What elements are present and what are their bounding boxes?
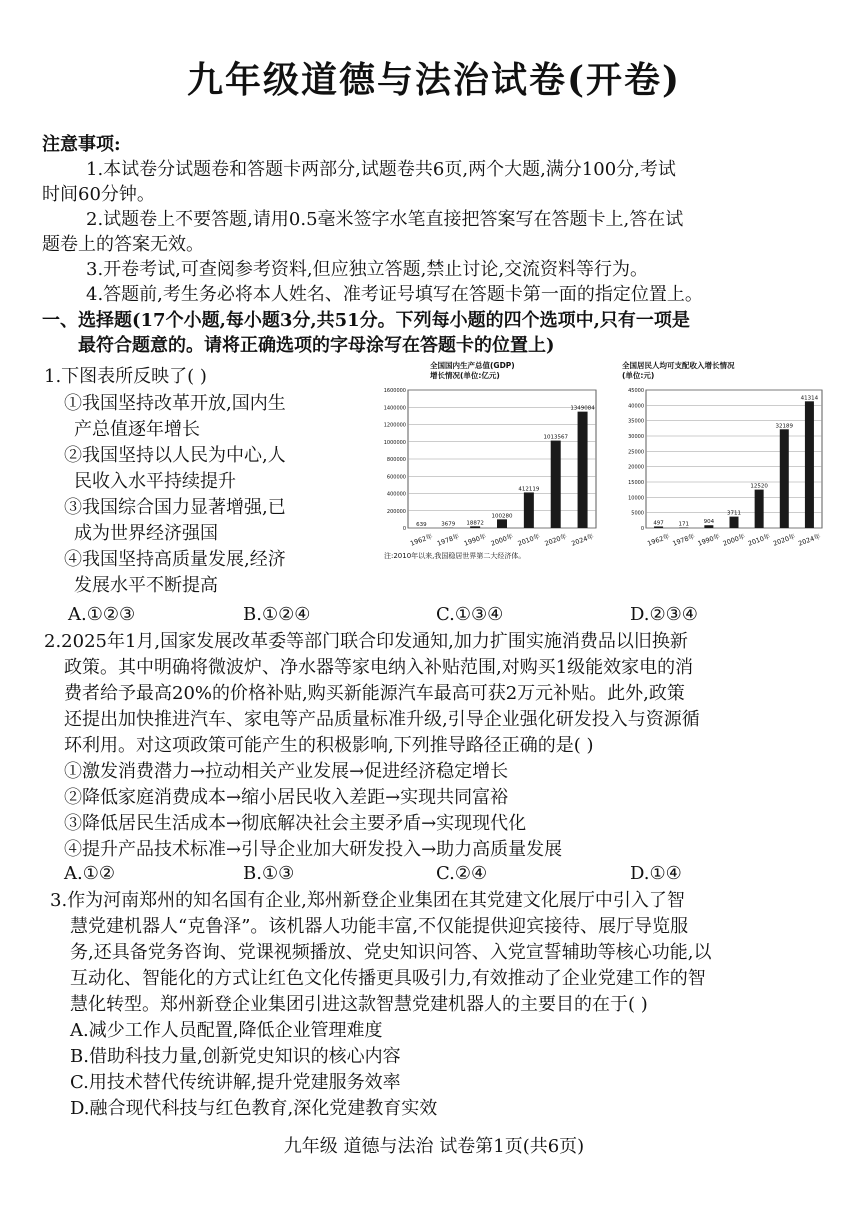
y-tick-label: 25000 [628,449,644,456]
q2-choice: C.②④ [436,863,488,884]
y-tick-label: 800000 [386,457,406,463]
bar [805,401,814,528]
bar-value-label: 3711 [727,510,741,517]
bar [578,412,588,528]
q2-line: 政策。其中明确将微波炉、净水器等家电纳入补贴范围,对购买1级能效家电的消 [64,657,694,678]
y-tick-label: 30000 [628,434,644,440]
q2-line: 2.2025年1月,国家发展改革委等部门联合印发通知,加力扩围实施消费品以旧换新 [44,631,688,652]
notice-line: 2.试题卷上不要答题,请用0.5毫米签字水笔直接把答案写在答题卡上,答在试 [86,209,684,230]
bar [551,441,561,528]
q1-stem: 1.下图表所反映了( ) [44,366,207,387]
y-tick-label: 0 [640,526,644,532]
y-tick-label: 200000 [386,508,406,515]
x-tick-label: 2024年 [570,532,595,548]
section-heading-cont: 最符合题意的。请将正确选项的字母涂写在答题卡的位置上) [78,335,555,356]
q3-choice: D.融合现代科技与红色教育,深化党建教育实效 [70,1098,438,1119]
q2-choice: D.①④ [630,863,682,884]
x-tick-label: 2000年 [721,532,747,548]
bar [524,492,534,528]
q1-choice: B.①②④ [243,604,311,625]
y-tick-label: 0 [402,526,406,532]
bar-value-label: 12520 [750,483,768,490]
y-tick-label: 10000 [628,495,644,502]
y-tick-label: 1000000 [383,439,406,446]
x-tick-label: 2024年 [797,532,822,548]
bar [730,517,739,528]
x-tick-label: 1978年 [671,532,696,548]
q2-option: ③降低居民生活成本→彻底解决社会主要矛盾→实现现代化 [64,813,527,834]
x-tick-label: 1962年 [646,532,671,548]
q1-option: 民收入水平持续提升 [74,471,236,492]
q3-line: 互动化、智能化的方式让红色文化传播更具吸引力,有效推动了企业党建工作的智 [70,968,706,989]
q2-line: 环利用。对这项政策可能产生的积极影响,下列推导路径正确的是( ) [64,735,594,756]
bar [497,519,507,528]
bar [470,526,480,528]
plot-frame [646,390,822,528]
q1-option: ①我国坚持改革开放,国内生 [64,393,286,414]
q2-option: ①激发消费潜力→拉动相关产业发展→促进经济稳定增长 [64,761,509,782]
q3-line: 务,还具备党务咨询、党课视频播放、党史知识问答、入党宣誓辅助等核心功能,以 [70,942,712,963]
q1-choice: A.①②③ [68,604,136,625]
bar-value-label: 18872 [466,520,484,527]
chart-subtitle: (单位:元) [622,371,655,380]
q1-option: ②我国坚持以人民为中心,人 [64,445,286,466]
q3-line: 慧化转型。郑州新登企业集团引进这款智慧党建机器人的主要目的在于( ) [70,994,648,1015]
x-tick-label: 2020年 [543,532,568,548]
bar [780,429,789,528]
q1-option: ③我国综合国力显著增强,已 [64,497,286,518]
chart-title: 全国国内生产总值(GDP) [430,361,515,370]
x-tick-label: 2010年 [746,532,772,548]
q1-option: 发展水平不断提高 [74,575,218,596]
q3-choice: C.用技术替代传统讲解,提升党建服务效率 [70,1072,401,1093]
y-tick-label: 600000 [386,474,406,481]
income-chart [618,358,826,570]
y-tick-label: 1600000 [383,388,406,394]
q2-option: ④提升产品技术标准→引导企业加大研发投入→助力高质量发展 [64,839,563,860]
gdp-chart [370,358,602,570]
bar-value-label: 412119 [518,486,540,493]
q1-option: ④我国坚持高质量发展,经济 [64,549,286,570]
notice-heading: 注意事项: [42,134,121,155]
bar-value-label: 171 [678,521,689,528]
notice-line: 4.答题前,考生务必将本人姓名、准考证号填写在答题卡第一面的指定位置上。 [86,284,703,305]
q2-line: 费者给予最高20%的价格补贴,购买新能源汽车最高可获2万元补贴。此外,政策 [64,683,685,704]
notice-line: 3.开卷考试,可查阅参考资料,但应独立答题,禁止讨论,交流资料等行为。 [86,259,649,280]
notice-line: 时间60分钟。 [42,184,155,205]
q2-choice: B.①③ [243,863,295,884]
bar-value-label: 32189 [775,423,794,430]
q1-choice: C.①③④ [436,604,504,625]
y-tick-label: 45000 [628,388,644,394]
q1-option: 成为世界经济强国 [74,523,218,544]
chart-note: 注:2010年以来,我国稳居世界第二大经济体。 [384,552,526,560]
bar-value-label: 1349084 [570,405,595,412]
notice-line: 1.本试卷分试题卷和答题卡两部分,试题卷共6页,两个大题,满分100分,考试 [86,159,676,180]
page-footer: 九年级 道德与法治 试卷第1页(共6页) [283,1136,585,1157]
x-tick-label: 1978年 [436,532,461,548]
q2-choice: A.①② [64,863,115,884]
chart-subtitle: 增长情况(单位:亿元) [430,371,500,380]
y-tick-label: 5000 [631,510,644,517]
y-tick-label: 40000 [628,403,644,410]
bar [654,526,663,528]
section-heading: 一、选择题(17个小题,每小题3分,共51分。下列每小题的四个选项中,只有一项是 [42,310,690,331]
y-tick-label: 1200000 [383,422,406,429]
q3-line: 慧党建机器人“克鲁泽”。该机器人功能丰富,不仅能提供迎宾接待、展厅导览服 [70,916,689,937]
x-tick-label: 1990年 [462,532,488,548]
y-tick-label: 1400000 [383,405,406,412]
x-tick-label: 1962年 [409,532,434,548]
x-tick-label: 2000年 [489,532,515,548]
bar-value-label: 100280 [491,513,513,520]
bar-value-label: 1013567 [543,434,568,441]
y-tick-label: 15000 [628,480,644,486]
q3-choice: B.借助科技力量,创新党史知识的核心内容 [70,1046,401,1067]
y-tick-label: 20000 [628,464,644,471]
bar-value-label: 497 [653,520,664,527]
q2-option: ②降低家庭消费成本→缩小居民收入差距→实现共同富裕 [64,787,509,808]
y-tick-label: 35000 [628,418,644,425]
bar-value-label: 3679 [441,521,456,528]
page-title: 九年级道德与法治试卷(开卷) [186,59,682,101]
chart-title: 全国居民人均可支配收入增长情况 [622,361,735,370]
q3-choice: A.减少工作人员配置,降低企业管理难度 [70,1020,383,1041]
bar [704,525,713,528]
bar [679,527,688,528]
bar-value-label: 904 [703,519,715,526]
q2-line: 还提出加快推进汽车、家电等产品质量标准升级,引导企业强化研发投入与资源循 [64,709,700,730]
x-tick-label: 2010年 [516,532,542,548]
bar-value-label: 639 [416,521,427,528]
notice-line: 题卷上的答案无效。 [42,234,204,255]
x-tick-label: 2020年 [772,532,797,548]
bar-value-label: 41314 [800,395,819,402]
y-tick-label: 400000 [386,491,406,498]
q1-option: 产总值逐年增长 [74,419,200,440]
q3-line: 3.作为河南郑州的知名国有企业,郑州新登企业集团在其党建文化展厅中引入了智 [50,890,685,911]
x-tick-label: 1990年 [696,532,722,548]
bar [755,490,764,528]
q1-choice: D.②③④ [630,604,698,625]
